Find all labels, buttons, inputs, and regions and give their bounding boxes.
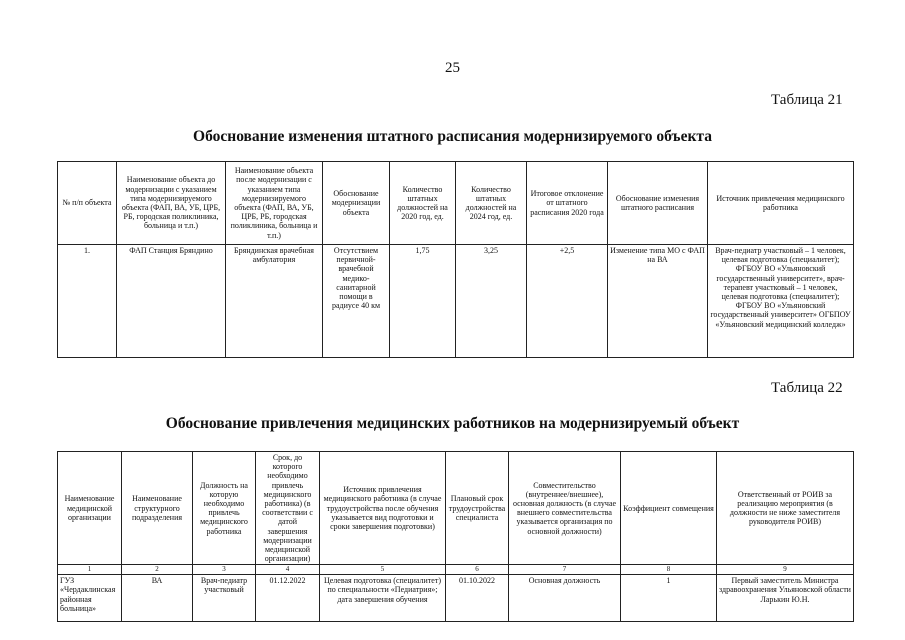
header-cell: Итоговое отклонение от штатного расписания 2020 года [527,162,608,245]
table-cell: Первый заместитель Министра здравоохранения Ульяновской области Ларькин Ю.Н. [717,575,854,622]
header-cell: Коэффициент совмещения [621,452,717,565]
table-cell: 1,75 [390,245,456,358]
table-cell: Врач-педиатр участковый [193,575,256,622]
column-number: 6 [446,565,509,575]
column-number-row [58,565,854,575]
column-number: 9 [717,565,854,575]
header-cell: Плановый срок трудоустройства специалиста [446,452,509,565]
column-number: 5 [320,565,446,575]
header-cell: Источник привлечения медицинского работника [708,162,854,245]
header-cell: Должность на которую необходимо привлечь медицинского работника [193,452,256,565]
table-cell: ФАП Станция Бряндино [117,245,226,358]
table-cell: 01.10.2022 [446,575,509,622]
staff-recruitment-table [57,451,854,622]
table-row [58,245,854,358]
table-row [58,575,854,622]
header-cell: Наименование структурного подразделения [122,452,193,565]
header-cell: Источник привлечения медицинского работника (в случае трудоустройства после обучения указывается вид подготовки и сроки завершения подготовки) [320,452,446,565]
header-cell: № п/п объекта [58,162,117,245]
table22-title: Обоснование привлечения медицинских работников на модернизируемый объект [165,415,740,432]
column-number: 8 [621,565,717,575]
column-number: 4 [256,565,320,575]
table-cell: 01.12.2022 [256,575,320,622]
column-number: 1 [58,565,122,575]
header-cell: Совместительство (внутреннее/внешнее), основная должность (в случае внешнего совместительства указывается организация по основной должности) [509,452,621,565]
header-cell: Обоснование модернизации объекта [323,162,390,245]
table-cell: +2,5 [527,245,608,358]
header-cell: Срок, до которого необходимо привлечь медицинского работника) (в соответствии с датой завершения модернизации медицинской организации) [256,452,320,565]
table-cell: ВА [122,575,193,622]
header-cell: Наименование объекта после модернизации с указанием типа модернизируемого объекта (ФАП, ВА, УБ, ЦРБ, РБ, городская поликлиника, больница и т.п.) [226,162,323,245]
table-header-row [58,452,854,565]
page-number: 25 [445,60,460,76]
table-cell: 1 [621,575,717,622]
table21-title: Обоснование изменения штатного расписания модернизируемого объекта [193,128,712,145]
table-cell: Основная должность [509,575,621,622]
staffing-change-table [57,161,854,358]
table-cell: Отсутствием первичной-врачебной медико-санитарной помощи в радиусе 40 км [323,245,390,358]
table-cell: Изменение типа МО с ФАП на ВА [608,245,708,358]
column-number: 7 [509,565,621,575]
header-cell: Ответственный от РОИВ за реализацию мероприятия (в должности не ниже заместителя руководителя РОИВ) [717,452,854,565]
table21-caption: Таблица 21 [771,92,843,108]
column-number: 2 [122,565,193,575]
table-header-row [58,162,854,245]
header-cell: Количество штатных должностей на 2020 год, ед. [390,162,456,245]
table-cell: 1. [58,245,117,358]
table-cell: Врач-педиатр участковый – 1 человек, целевая подготовка (специалитет); ФГБОУ ВО «Ульяновский государственный университет», врач-терапевт участковый – 1 человек, целевая подготовка (специалитет); ФГБОУ ВО «Ульяновский государственный университет» ОГБПОУ «Ульяновский медицинский колледж» [708,245,854,358]
header-cell: Обоснование изменения штатного расписания [608,162,708,245]
table-cell: 3,25 [456,245,527,358]
table-cell: ГУЗ «Чердаклинская районная больница» [58,575,122,622]
table22-caption: Таблица 22 [771,380,843,396]
header-cell: Количество штатных должностей на 2024 год, ед. [456,162,527,245]
header-cell: Наименование объекта до модернизации с указанием типа модернизируемого объекта (ФАП, ВА, УБ, ЦРБ, РБ, городская поликлиника, больница и т.п.) [117,162,226,245]
table-cell: Бряндинская врачебная амбулатория [226,245,323,358]
header-cell: Наименование медицинской организации [58,452,122,565]
column-number: 3 [193,565,256,575]
table-cell: Целевая подготовка (специалитет) по специальности «Педиатрия»; дата завершения обучения [320,575,446,622]
